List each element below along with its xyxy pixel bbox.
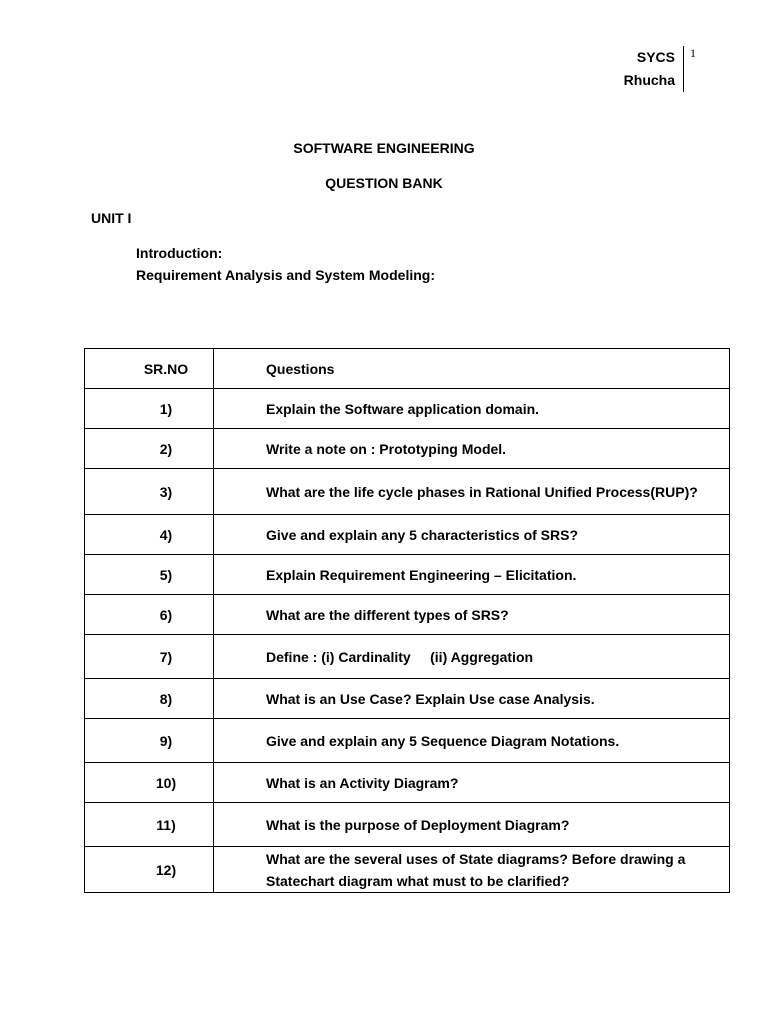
table-row	[85, 389, 730, 429]
table-row	[85, 635, 730, 679]
row-question: What is an Use Case? Explain Use case Analysis.	[214, 679, 730, 719]
row-question: Give and explain any 5 Sequence Diagram Notations.	[214, 719, 730, 763]
row-number: 7)	[85, 635, 214, 679]
table-row	[85, 555, 730, 595]
row-number: 3)	[85, 469, 214, 515]
table-row	[85, 515, 730, 555]
table-row	[85, 719, 730, 763]
page-number: 1	[690, 46, 696, 60]
topic-item: Requirement Analysis and System Modeling:	[136, 267, 435, 283]
question-table	[84, 348, 730, 893]
table-row	[85, 595, 730, 635]
header-questions: Questions	[214, 349, 730, 389]
row-number: 12)	[85, 847, 214, 893]
row-number: 1)	[85, 389, 214, 429]
table-row	[85, 763, 730, 803]
row-question: Explain the Software application domain.	[214, 389, 730, 429]
row-number: 2)	[85, 429, 214, 469]
row-number: 10)	[85, 763, 214, 803]
table-row	[85, 679, 730, 719]
row-question: What is the purpose of Deployment Diagram?	[214, 803, 730, 847]
row-number: 11)	[85, 803, 214, 847]
row-number: 9)	[85, 719, 214, 763]
class-label: SYCS	[636, 49, 675, 65]
row-question: What is an Activity Diagram?	[214, 763, 730, 803]
table-row	[85, 469, 730, 515]
row-question: Define : (i) Cardinality (ii) Aggregation	[214, 635, 730, 679]
row-number: 5)	[85, 555, 214, 595]
row-number: 4)	[85, 515, 214, 555]
row-number: 6)	[85, 595, 214, 635]
row-question: What are the several uses of State diagrams? Before drawing a Statechart diagram what must to be clarified?	[214, 847, 730, 893]
page-header	[555, 46, 684, 92]
row-question: What are the different types of SRS?	[214, 595, 730, 635]
row-number: 8)	[85, 679, 214, 719]
table-row	[85, 847, 730, 893]
table-row	[85, 429, 730, 469]
document-subtitle: QUESTION BANK	[325, 175, 443, 191]
header-sr-no: SR.NO	[85, 349, 214, 389]
row-question: Explain Requirement Engineering – Elicitation.	[214, 555, 730, 595]
document-title: SOFTWARE ENGINEERING	[293, 140, 475, 156]
row-question: Give and explain any 5 characteristics of SRS?	[214, 515, 730, 555]
topic-list	[136, 242, 435, 286]
table-header-row	[85, 349, 730, 389]
row-question: What are the life cycle phases in Rational Unified Process(RUP)?	[214, 469, 730, 515]
topic-item: Introduction:	[136, 245, 223, 261]
author-name: Rhucha	[623, 72, 675, 88]
unit-heading: UNIT I	[91, 210, 132, 226]
row-question: Write a note on : Prototyping Model.	[214, 429, 730, 469]
table-row	[85, 803, 730, 847]
